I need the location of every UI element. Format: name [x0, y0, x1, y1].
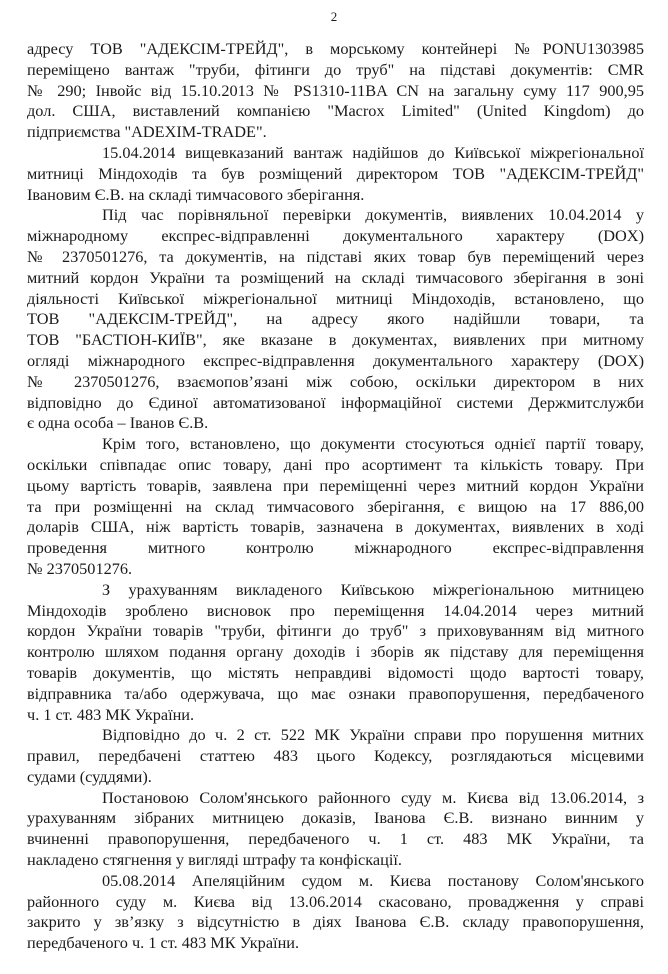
text-line: є одна особа – Іванов Є.В. [27, 413, 209, 433]
paragraph [27, 205, 644, 434]
text-line: урахуванням зібраних митницею доказів, Іванова Є.В. визнано винним у [27, 808, 644, 828]
text-line: районного суду м. Києва від 13.06.2014 скасовано, провадження у справі [27, 891, 644, 911]
text-line: Відповідно до ч. 2 ст. 522 МК України справи про порушення митних [102, 725, 644, 745]
text-line: переміщено вантаж "труби, фітинги до труб" на підставі документів: CMR [27, 59, 644, 79]
text-line: № 2370501276, взаємопов’язані між собою, оскільки директором в них [27, 371, 644, 391]
text-line: оскільки співпадає опис товару, дані про асортимент та кількість товару. При [27, 454, 644, 474]
text-line: правил, передбачені статтею 483 цього Кодексу, розглядаються місцевими [27, 746, 644, 766]
text-line: судами (суддями). [27, 766, 152, 786]
text-line: доларів США, ніж вартість товарів, зазначена в документах, виявлених в ході [27, 517, 644, 537]
text-line: № 2370501276, та документів, на підставі яких товар був переміщений через [27, 246, 644, 266]
text-line: проведення митного контролю міжнародного експрес-відправлення [27, 538, 644, 558]
paragraph [27, 788, 644, 871]
text-line: діяльності Київської міжрегіональної митниці Міндоходів, встановлено, що [27, 288, 644, 308]
page-number: 2 [330, 9, 338, 24]
text-line: відповідно до Єдиної автоматизованої інформаційної системи Держмитслужби [27, 392, 644, 412]
text-line: дол. США, виставлений компанією "Macrox Limited" (United Kingdom) до [27, 101, 644, 121]
text-line: кордон України товарів "труби, фітинги до труб" з приховуванням від митного [27, 621, 644, 641]
text-line: накладено стягнення у вигляді штрафу та конфіскації. [27, 850, 402, 870]
text-line: Івановим Є.В. на складі тимчасового зберігання. [27, 184, 365, 204]
paragraph [27, 871, 644, 954]
text-line: 05.08.2014 Апеляційним судом м. Києва постанову Солом'янського [102, 870, 644, 890]
text-line: ТОВ "БАСТІОН-КИЇВ", яке вказане в документах, виявлених при митному [27, 330, 644, 350]
paragraph [27, 580, 644, 726]
text-line: контролю шляхом подання органу доходів і зборів як підставу для переміщення [27, 642, 644, 662]
paragraph [27, 434, 644, 580]
text-line: митниці Міндоходів та був розміщений директором ТОВ "АДЕКСІМ-ТРЕЙД" [27, 163, 644, 183]
text-line: Міндоходів зроблено висновок про переміщення 14.04.2014 через митний [27, 600, 644, 620]
paragraph [27, 725, 644, 787]
paragraph [27, 39, 644, 143]
document-body [27, 39, 644, 954]
text-line: № 2370501276. [27, 558, 133, 578]
text-line: огляді міжнародного експрес-відправлення документального характеру (DOX) [27, 350, 644, 370]
text-line: закрито у зв’язку з відсутністю в діях Іванова Є.В. складу правопорушення, [27, 912, 644, 932]
text-line: відправника та/або одержувача, що має ознаки правопорушення, передбаченого [27, 683, 644, 703]
text-line: ТОВ "АДЕКСІМ-ТРЕЙД", на адресу якого надійшли товари, та [27, 309, 644, 329]
text-line: Під час порівняльної перевірки документів, виявлених 10.04.2014 у [102, 205, 644, 225]
text-line: передбаченого ч. 1 ст. 483 МК України. [27, 933, 300, 953]
text-line: адресу ТОВ "АДЕКСІМ-ТРЕЙД", в морському контейнері №PONU1303985 [27, 39, 644, 58]
text-line: вчиненні правопорушення, передбаченого ч. 1 ст. 483 МК України, та [27, 829, 644, 849]
text-line: товарів документів, що містять неправдиві відомості щодо вартості товару, [27, 662, 644, 682]
text-line: Постановою Солом'янського районного суду м. Києва від 13.06.2014, з [102, 787, 644, 807]
text-line: та при розміщенні на склад тимчасового зберігання, є вищою на 17 886,00 [27, 496, 644, 516]
text-line: митний кордон України та розміщений на складі тимчасового зберігання в зоні [27, 267, 644, 287]
text-line: міжнародному експрес-відправленні документального характеру (DOX) [27, 226, 644, 246]
text-line: цьому вартість товарів, заявлена при переміщенні через митний кордон України [27, 475, 644, 495]
text-line: № 290; Інвойс від 15.10.2013 № PS1310-11BA CN на загальну суму 117 900,95 [27, 80, 644, 100]
text-line: підприємства "ADEXIM-TRADE". [27, 122, 267, 142]
paragraph [27, 143, 644, 205]
text-line: Крім того, встановлено, що документи стосуються однієї партії товару, [102, 434, 644, 454]
text-line: З урахуванням викладеного Київською міжрегіональною митницею [102, 579, 644, 599]
text-line: ч. 1 ст. 483 МК України. [27, 704, 195, 724]
text-line: 15.04.2014 вищевказаний вантаж надійшов до Київської міжрегіональної [102, 142, 644, 162]
